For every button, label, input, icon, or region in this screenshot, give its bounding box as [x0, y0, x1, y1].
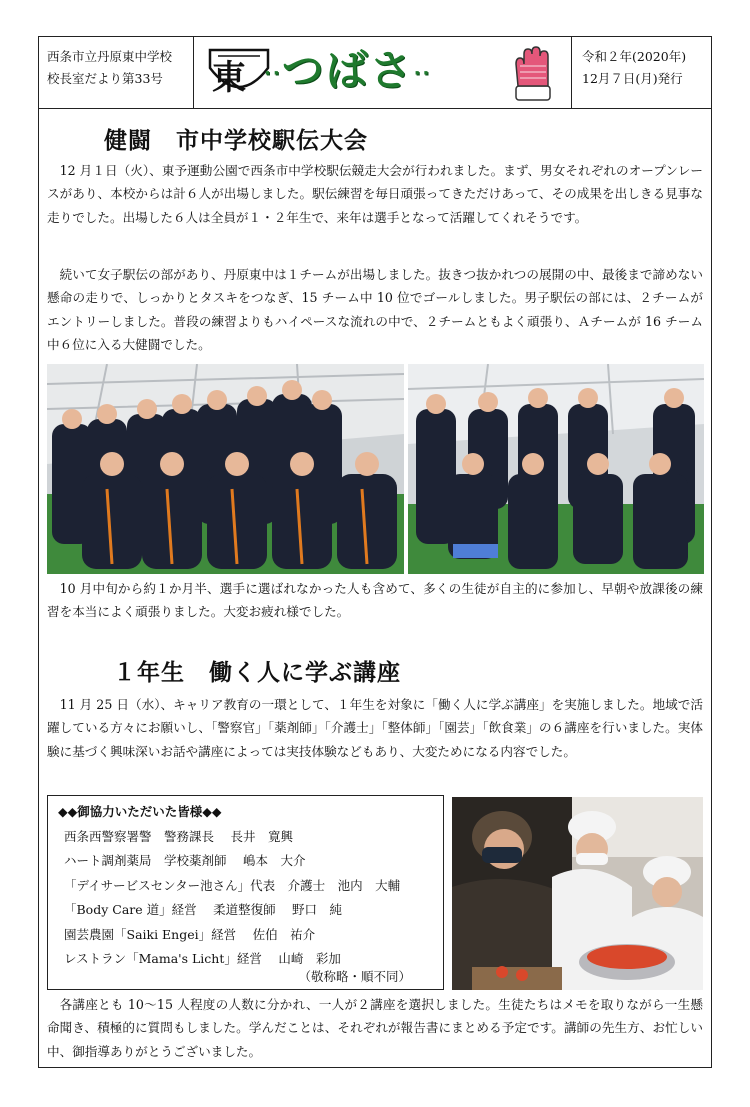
- masthead: [198, 38, 568, 106]
- credits-title: ◆◆御協力いただいた皆様◆◆: [58, 804, 222, 819]
- school-name: 西条市立丹原東中学校: [47, 49, 173, 64]
- article1-paragraph-3: 10 月中旬から約１か月半、選手に選ばれなかった人も含めて、多くの生徒が自主的に参加し、早朝や放課後の練習を本当によく頑張りました。大変お疲れ様でした。: [47, 581, 703, 620]
- header: [38, 36, 712, 109]
- credits-box: [47, 795, 444, 990]
- girls-team-photo: [408, 364, 704, 574]
- cooking-class-photo: [452, 797, 703, 990]
- credits-note: （敬称略・順不同）: [298, 968, 411, 984]
- masthead-kanji: 東: [212, 58, 246, 98]
- issue-day: 12月７日(月)発行: [582, 71, 683, 86]
- header-right: [571, 36, 712, 108]
- east-emblem-icon: [208, 46, 254, 96]
- article2-paragraph-2: 各講座とも 10～15 人程度の人数に分かれ、一人が２講座を選択しました。生徒たちはメモを取りながら一生懸命聞き、積極的に質問もしました。学んだことは、それぞれが報告書にまとめる予定です。講師の先生方、お忙しい中、御指導ありがとうございました。: [47, 997, 703, 1059]
- article1-paragraph-1: 12 月１日（火）、東予運動公園で西条市中学校駅伝競走大会が行われました。まず、男女それぞれのオープンレースがあり、本校からは計６人が出場しました。駅伝練習を毎日頑張ってきただけあって、その成果を出しきる見事な走りでした。出場した６人は全員が１・２年生で、来年は選手となって活躍してくれそうです。: [47, 163, 703, 225]
- issue-date: 令和２年(2020年): [582, 49, 687, 64]
- boys-team-photo: [47, 364, 404, 574]
- masthead-title-text: つばさ: [281, 46, 414, 95]
- article2-title: １年生 働く人に学ぶ講座: [113, 660, 401, 686]
- glove-icon: [510, 46, 556, 102]
- article1-title: 健闘 市中学校駅伝大会: [104, 128, 368, 154]
- credits-line: 「Body Care 道」経営 柔道整復師 野口 純: [64, 902, 343, 917]
- article1-paragraph-2: 続いて女子駅伝の部があり、丹原東中は１チームが出場しました。抜きつ抜かれつの展開の中、最後まで諦めない懸命の走りで、しっかりとタスキをつなぎ、15 チーム中 10 位でゴールしました。男子駅伝の部には、２チームがエントリーしました。普段の練習よりもハイペースな流れの中で、２チームともよく頑張り、Ａチームが 16 チーム中６位に入る大健闘でした。: [47, 267, 703, 353]
- credits-line: 西条西警察署警 警務課長 長井 寛興: [64, 828, 293, 844]
- credits-line: 園芸農園「Saiki Engei」経営 佐伯 祐介: [64, 926, 316, 942]
- credits-line: 「デイサービスセンター池さん」代表 介護士 池内 大輔: [64, 877, 401, 893]
- header-left: [38, 36, 194, 108]
- article2-paragraph-1: 11 月 25 日（水）、キャリア教育の一環として、１年生を対象に「働く人に学ぶ講座」を実施しました。地域で活躍している方々にお願いし、「警察官」「薬剤師」「介護士」「整体師」「園芸」「飲食業」の６講座を行いました。実体験に基づく興味深いお話や講座によっては実技体験などもあり、大変ためになる内容でした。: [47, 697, 703, 759]
- credits-line: ハート調剤薬局 学校薬剤師 嶋本 大介: [64, 853, 306, 868]
- masthead-title: ··つばさ··: [264, 46, 432, 95]
- newsletter-number: 校長室だより第33号: [47, 71, 163, 86]
- credits-line: レストラン「Mama's Licht」経営 山崎 彩加: [64, 951, 341, 966]
